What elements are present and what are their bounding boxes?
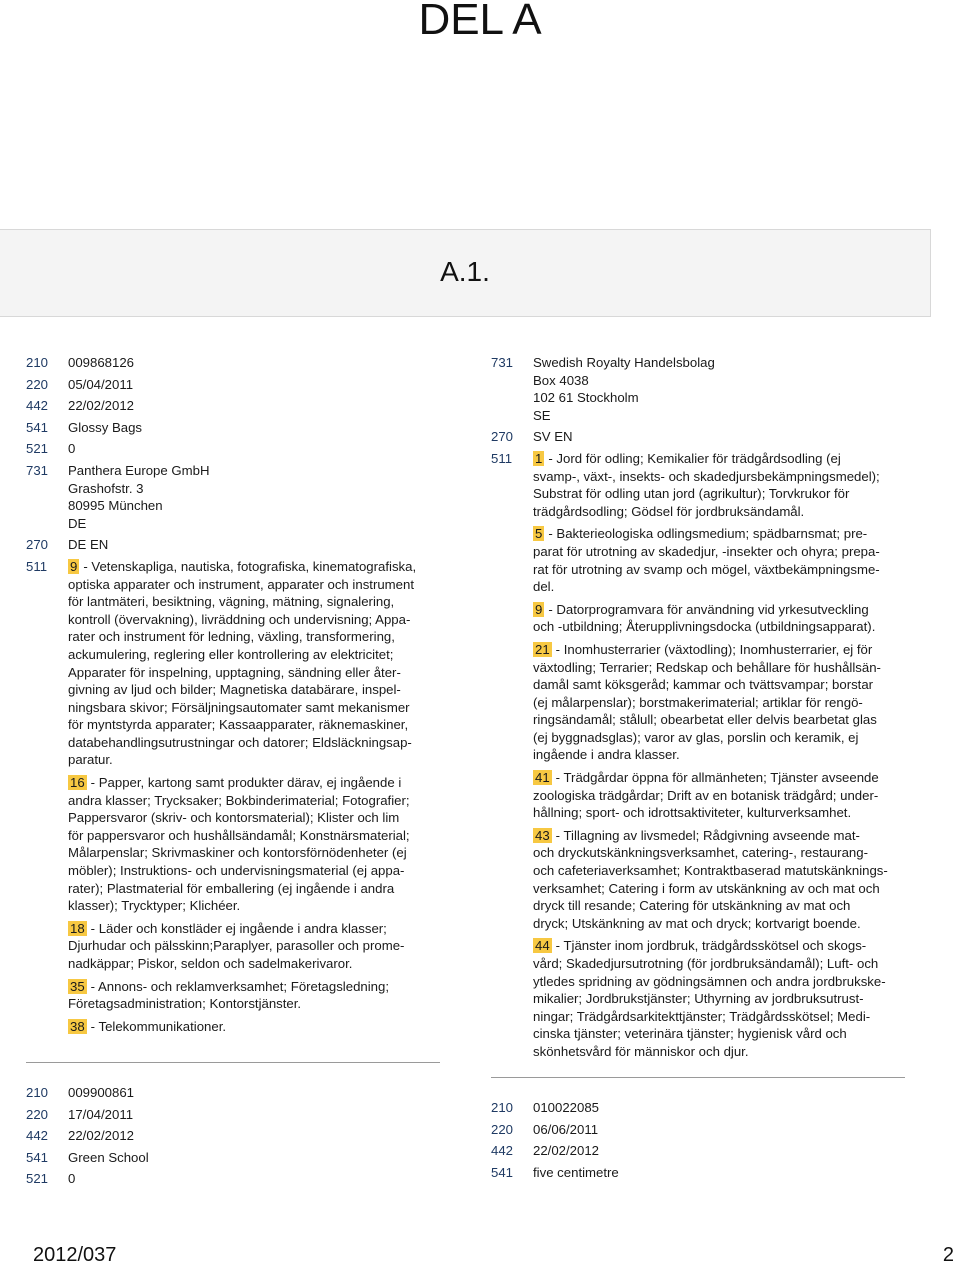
class-text-line: för myntstyrda apparater; Kassaapparater, räknemaskiner, xyxy=(68,717,409,733)
class-text-line: svamp-, växt-, insekts- och skadedjursbekämpningsmedel); xyxy=(533,468,880,484)
class-text-line: - Läder och konstläder ej ingående i andra klasser; xyxy=(90,920,387,936)
class-number-badge: 16 xyxy=(70,775,85,791)
class-text-line: och -utbildning; Återupplivningsdocka (utbildningsapparat). xyxy=(533,619,876,635)
class-1-description xyxy=(533,450,921,520)
class-text-line: cinska tjänster; veterinära tjänster; hygienisk vård och xyxy=(533,1026,847,1042)
class-number-badge: 35 xyxy=(70,978,85,994)
class-text-line: kontroll (övervakning), livräddning och undervisning; Appa- xyxy=(68,611,411,627)
class-text-line: skönhetsvård för människor och djur. xyxy=(533,1043,749,1059)
footer-issue-number: 2012/037 xyxy=(33,1244,117,1266)
class-text-line: (ej byggnadsglas); varor av glas, porslin och keramik, ej xyxy=(533,729,859,745)
class-text-line: rat för utrotning av svamp och mögel, växtbekämpningsme- xyxy=(533,561,880,577)
class-41-description xyxy=(533,769,921,822)
footer-page-number: 2 xyxy=(942,1244,954,1266)
class-text-line: andra klasser; Trycksaker; Bokbinderimaterial; Fotografier; xyxy=(68,792,410,808)
publication-date: 22/02/2012 xyxy=(68,1128,135,1144)
class-text-line: zoologiska trädgårdar; Drift av en botanisk trädgård; under- xyxy=(533,787,879,803)
class-38-description xyxy=(68,1018,446,1036)
class-text-line: - Inomhusterrarier (växtodling); Inomhusterrarier, ej för xyxy=(555,641,873,657)
registration-number: 009868126 xyxy=(68,355,135,370)
code-521-value: 0 xyxy=(68,1171,76,1187)
class-number-badge: 9 xyxy=(535,601,543,617)
class-text-line: rater och instrument för ledning, växling, transformering, xyxy=(68,629,395,645)
entry-divider xyxy=(491,1077,905,1078)
class-44-description xyxy=(533,937,921,1060)
entry-swedish-royalty: 731 Swedish Royalty Handelsbolag Box 4038 102 61 Stockholm SE 270 SV EN 511 1 - Jord för odling; Kemikalier för trädgårdsodling (ej svamp-, växt-, insekts- och skadedjursbekämpningsmedel); Substrat för odling utan jord (agrikultur); Torvkrukor för trädgårdsodling; Gödsel för jordbruksändamål. 5 - Bakterieologiska odlingsmedium; spädbarnsmat; pre- parat för utrotning av skadedjur, -insekter och ohyra; prepa- rat för utrotning av svamp och mögel, växtbekämpningsme- del. 9 - Datorprogramvara för användning vid yrkesutveckling och -utbildning; Återupplivningsdocka (utbildningsapparat). 21 - Inomhusterrarier (växtodling); Inomhusterrarier, ej för växtodling; Terrarier; Redskap och behållare för hushållsän- damål samt köksgeråd; kammar och tvättsvampar; borstar (ej målarpenslar); borstmakerimaterial; artiklar för rengö- ringsändamål; stålull; obearbetat eller delvis bearbetat glas (ej byggnadsglas); varor av glas, porslin och keramik, ej ingående i andra klasser. 41 - Trädgårdar öppna för allmänheten; Tjänster avseende zoologiska trädgårdar; Drift av en botanisk trädgård; under- hållning; sport- och idrottsaktiviteter, kulturverksamhet. 43 - Tillagning av livsmedel; Rådgivning avseende mat- och dryckutskänkningsverksamhet, catering-, restaurang- och cafeteriaverksamhet; Kontraktbaserad matutskänknings- verksamhet; Catering i form av utskänkning av och mat och dryck till resande; Catering för utskänkning av mat och dryck; Utskänkning av mat och dryck; kortvarigt boende. 44 - Tjänster inom jordbruk, trädgårdsskötsel och skogs- vård; Skadedjursutrotning (för jordbruksändamål); Luft- och ytledes spridning av gödningsämnen och andra jordbrukske- mikalier; Jordbrukstjänster; Uthyrning av jordbruksutrust- ningar; Trädgårdsarkitekttjänster; Trädgårdsskötsel; Medi- cinska tjänster; veterinära tjänster; hygienisk vård och skönhetsvård för människor och djur. xyxy=(491,354,921,1066)
class-text-line: damål samt köksgeråd; kammar och tvättsvampar; borstar xyxy=(533,677,874,693)
class-text-line: Företagsadministration; Kontorstjänster. xyxy=(68,996,302,1012)
class-text-line: och cafeteriaverksamhet; Kontraktbaserad matutskänknings- xyxy=(533,863,888,879)
page-header-title: DEL A xyxy=(418,0,542,44)
class-text-line: - Papper, kartong samt produkter därav, ej ingående i xyxy=(90,775,402,791)
class-text-line: trädgårdsodling; Gödsel för jordbruksändamål. xyxy=(533,503,805,519)
class-text-line: - Trädgårdar öppna för allmänheten; Tjänster avseende xyxy=(555,770,879,786)
class-number-badge: 41 xyxy=(535,770,550,786)
class-text-line: möbler); Instruktions- och undervisningsmaterial (ej appa- xyxy=(68,863,405,879)
goods-services-list xyxy=(68,558,446,1040)
registration-number: 009900861 xyxy=(68,1085,135,1100)
class-21-description xyxy=(533,641,921,764)
class-text-line: Pappersvaror (skriv- och kontorsmaterial); Klister och lim xyxy=(68,810,400,826)
class-text-line: - Tjänster inom jordbruk, trädgårdsskötsel och skogs- xyxy=(555,938,867,954)
class-text-line: givning av ljud och bilder; Magnetiska databärare, inspel- xyxy=(68,682,401,698)
class-text-line: - Annons- och reklamverksamhet; Företagsledning; xyxy=(90,978,389,994)
class-text-line: för lantmäteri, besiktning, vägning, mätning, signalering, xyxy=(68,594,395,610)
languages: SV EN xyxy=(533,429,573,445)
class-text-line: vård; Skadedjursutrotning (för jordbruksändamål); Luft- och xyxy=(533,956,879,971)
class-text-line: - Datorprogramvara för användning vid yrkesutveckling xyxy=(548,601,869,617)
class-number-badge: 18 xyxy=(70,920,85,936)
class-text-line: växtodling; Terrarier; Redskap och behållare för hushållsän- xyxy=(533,659,881,675)
publication-date: 22/02/2012 xyxy=(533,1143,600,1159)
class-text-line: dryck; Utskänkning av mat och dryck; kortvarigt boende. xyxy=(533,915,861,931)
owner-address: Swedish Royalty Handelsbolag Box 4038 102 61 Stockholm SE xyxy=(533,355,715,423)
class-text-line: del. xyxy=(533,579,555,595)
class-text-line: nadkäppar; Piskor, seldon och sadelmakerivaror. xyxy=(68,956,353,971)
class-text-line: ningsbara skivor; Försäljningsautomater samt mekanismer xyxy=(68,699,410,715)
class-text-line: för pappersvaror och hushållsändamål; Konstnärsmaterial; xyxy=(68,827,410,843)
class-number-badge: 21 xyxy=(535,641,550,657)
class-text-line: ningar; Trädgårdsarkitekttjänster; Trädgårdsskötsel; Medi- xyxy=(533,1008,871,1024)
class-text-line: klasser); Trycktyper; Klichéer. xyxy=(68,898,241,914)
mark-name: Green School xyxy=(68,1149,149,1165)
entry-divider xyxy=(26,1062,440,1063)
class-text-line: ackumulering, reglering eller kontrollering av elektricitet; xyxy=(68,646,394,662)
class-43-description xyxy=(533,827,921,933)
class-text-line: verksamhet; Catering i form av utskänkning av och mat och xyxy=(533,880,880,896)
class-text-line: - Bakterieologiska odlingsmedium; spädbarnsmat; pre- xyxy=(548,526,868,542)
languages: DE EN xyxy=(68,537,109,553)
registration-number: 010022085 xyxy=(533,1100,600,1115)
class-9-description xyxy=(68,558,446,769)
class-text-line: Målarpenslar; Skrivmaskiner och kontorsförnödenheter (ej xyxy=(68,845,407,861)
class-text-line: (ej målarpenslar); borstmakerimaterial; artiklar för rengö- xyxy=(533,694,863,710)
class-text-line: ingående i andra klasser. xyxy=(533,747,680,763)
class-5-description xyxy=(533,525,921,595)
class-text-line: - Vetenskapliga, nautiska, fotografiska, kinematografiska, xyxy=(83,558,417,574)
entry-009900861: 210 009900861 220 17/04/2011 442 22/02/2012 541 Green School 521 0 xyxy=(26,1084,446,1188)
class-text-line: Djurhudar och pälsskinn;Paraplyer, parasoller och prome- xyxy=(68,938,405,954)
section-label: A.1. xyxy=(440,256,490,287)
class-text-line: - Telekommunikationer. xyxy=(90,1018,227,1034)
class-text-line: Apparater för inspelning, upptagning, sändning eller åter- xyxy=(68,664,401,680)
mark-name: five centimetre xyxy=(533,1164,619,1180)
class-text-line: mikalier; Jordbrukstjänster; Uthyrning av jordbruksutrust- xyxy=(533,991,864,1007)
class-text-line: optiska apparater och instrument, apparater och instrument xyxy=(68,576,414,592)
entry-010022085: 210 010022085 220 06/06/2011 442 22/02/2012 541 five centimetre xyxy=(491,1099,921,1181)
class-text-line: och dryckutskänkningsverksamhet, catering-, restaurang- xyxy=(533,845,868,861)
class-text-line: databehandlingsutrustningar och datorer; Eldsläckningsap- xyxy=(68,734,412,750)
publication-date: 22/02/2012 xyxy=(68,398,135,414)
class-text-line: parat för utrotning av skadedjur, -insekter och ohyra; prepa- xyxy=(533,543,880,559)
class-35-description xyxy=(68,978,446,1013)
class-text-line: rater); Plastmaterial för emballering (ej ingående i andra xyxy=(68,880,395,896)
goods-services-list xyxy=(533,450,921,1066)
class-9-description xyxy=(533,601,921,636)
class-number-badge: 5 xyxy=(535,526,543,542)
class-number-badge: 9 xyxy=(70,558,78,574)
class-text-line: dryck till resande; Catering för utskänkning av mat och xyxy=(533,898,851,914)
class-text-line: ringsändamål; stålull; obearbetat eller delvis bearbetat glas xyxy=(533,712,877,728)
filing-date: 17/04/2011 xyxy=(68,1106,134,1122)
mark-name: Glossy Bags xyxy=(68,419,143,435)
class-text-line: Substrat för odling utan jord (agrikultur); Torvkrukor för xyxy=(533,486,850,502)
class-number-badge: 44 xyxy=(535,938,550,954)
filing-date: 06/06/2011 xyxy=(533,1121,599,1137)
class-text-line: hållning; sport- och idrottsaktiviteter, kulturverksamhet. xyxy=(533,805,852,821)
entry-009868126: 210 009868126 220 05/04/2011 442 22/02/2012 541 Glossy Bags 521 0 731 Panthera Europe GmbH Grashofstr. 3 80995 München DE 270 DE EN 511 9 - Vetenskapliga, nautiska, fotografiska, kinematografiska, optiska apparater och instrument, apparater och instrument för lantmäteri, besiktning, vägning, mätning, signalering, kontroll (övervakning), livräddning och undervisning; Appa- rater och instrument för ledning, växling, transformering, ackumulering, reglering eller kontrollering av elektricitet; Apparater för inspelning, upptagning, sändning eller åter- givning av ljud och bilder; Magnetiska databärare, inspel- ningsbara skivor; Försäljningsautomater samt mekanismer för myntstyrda apparater; Kassaapparater, räknemaskiner, databehandlingsutrustningar och datorer; Eldsläckningsap- paratur. 16 - Papper, kartong samt produkter därav, ej ingående i andra klasser; Trycksaker; Bokbinderimaterial; Fotografier; Pappersvaror (skriv- och kontorsmaterial); Klister och lim för pappersvaror och hushållsändamål; Konstnärsmaterial; Målarpenslar; Skrivmaskiner och kontorsförnödenheter (ej möbler); Instruktions- och undervisningsmaterial (ej appa- rater); Plastmaterial för emballering (ej ingående i andra klasser); Trycktyper; Klichéer. 18 - Läder och konstläder ej ingående i andra klasser; Djurhudar och pälsskinn;Paraplyer, parasoller och prome- nadkäppar; Piskor, seldon och sadelmakerivaror. 35 - Annons- och reklamverksamhet; Företagsledning; Företagsadministration; Kontorstjänster. 38 - Telekommunikationer. xyxy=(26,354,446,1040)
class-number-badge: 1 xyxy=(535,450,543,466)
class-number-badge: 43 xyxy=(535,827,550,843)
class-text-line: - Jord för odling; Kemikalier för trädgårdsodling (ej xyxy=(548,450,841,466)
class-16-description xyxy=(68,774,446,915)
class-text-line: - Tillagning av livsmedel; Rådgivning avseende mat- xyxy=(555,827,860,843)
class-text-line: paratur. xyxy=(68,752,113,768)
class-number-badge: 38 xyxy=(70,1018,85,1034)
owner-address: Panthera Europe GmbH Grashofstr. 3 80995 München DE xyxy=(68,462,210,531)
code-521-value: 0 xyxy=(68,441,76,457)
class-18-description xyxy=(68,920,446,973)
filing-date: 05/04/2011 xyxy=(68,376,134,392)
class-text-line: ytledes spridning av gödningsämnen och andra jordbrukske- xyxy=(533,973,886,989)
